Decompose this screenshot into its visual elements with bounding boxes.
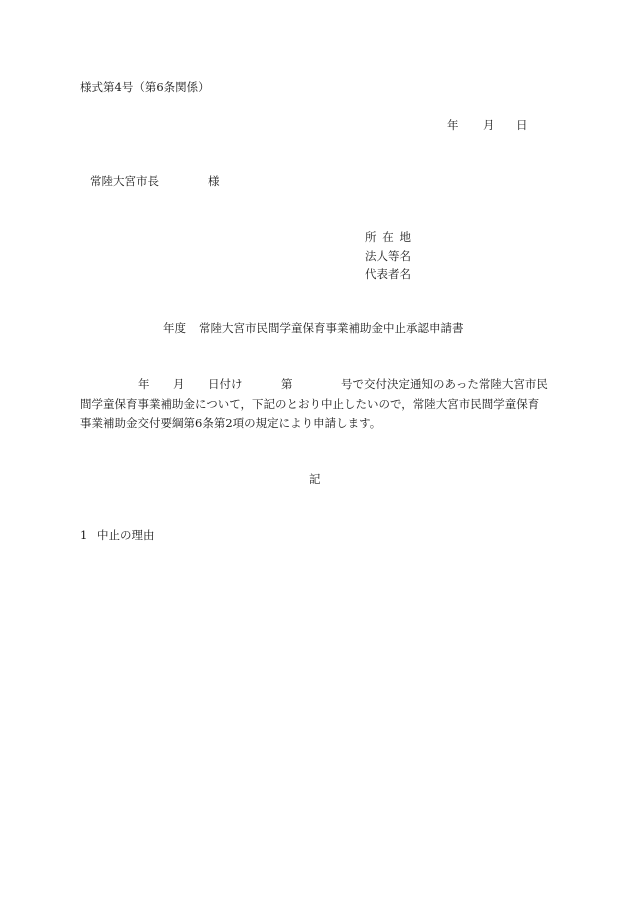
date-month-label: 月: [483, 118, 495, 132]
form-number: 様式第4号（第6条関係）: [80, 80, 210, 94]
title-fiscal-year: 年度: [163, 321, 186, 335]
body-line2: 間学童保育事業補助金について，下記のとおり中止したいので，常陸大宮市民間学童保育: [80, 397, 540, 411]
body-number-label: 第: [281, 377, 293, 391]
date-year-label: 年: [447, 118, 459, 132]
body-line1-rest: 号で交付決定通知のあった常陸大宮市民: [341, 377, 548, 391]
addressee-name: 常陸大宮市長: [90, 174, 159, 188]
addressee-honorific: 様: [208, 174, 220, 188]
date-day-label: 日: [516, 118, 528, 132]
body-line3: 事業補助金交付要綱第6条第2項の規定により申請します。: [80, 416, 382, 430]
applicant-corp-label: 法人等名: [365, 249, 411, 263]
ki-heading: 記: [309, 472, 321, 486]
item-label: 中止の理由: [97, 528, 155, 542]
body-year-label: 年: [138, 377, 150, 391]
applicant-rep-label: 代表者名: [365, 267, 411, 281]
title-text: 常陸大宮市民間学童保育事業補助金中止承認申請書: [199, 321, 464, 335]
item-number: 1: [80, 528, 88, 542]
body-date-label: 日付け: [208, 377, 243, 391]
applicant-address-label: 所在地: [365, 230, 417, 244]
body-month-label: 月: [173, 377, 185, 391]
